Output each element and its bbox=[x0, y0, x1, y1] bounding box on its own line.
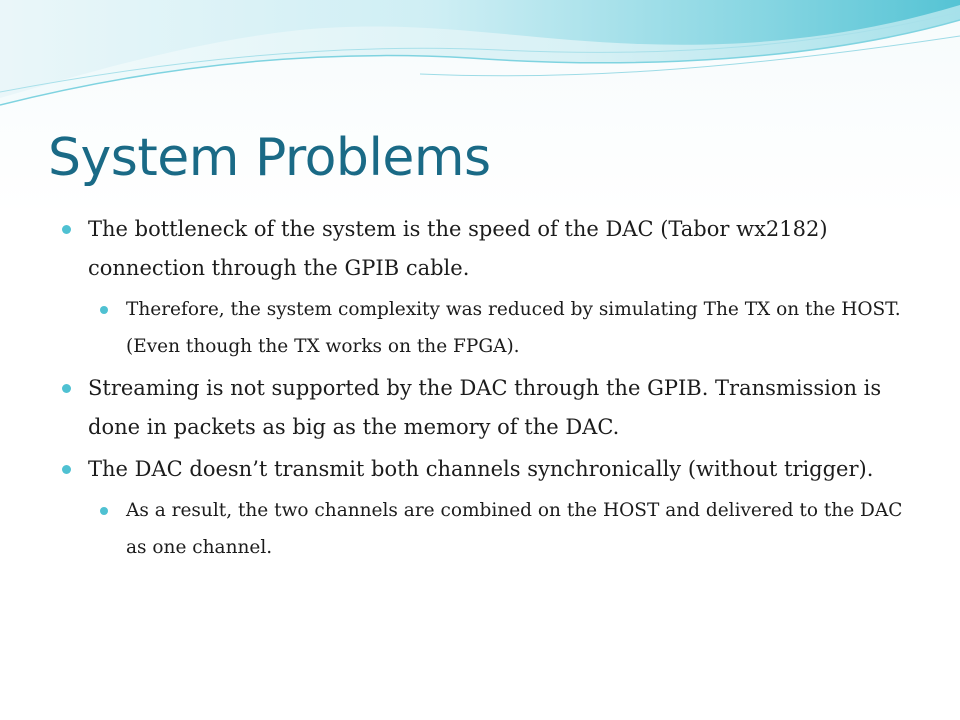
bullet-text: The bottleneck of the system is the speed of the DAC (Tabor wx2182) connection through the GPIB cable. bbox=[88, 217, 828, 280]
bullet-item-2 bbox=[62, 369, 922, 447]
bullet-marker bbox=[62, 465, 71, 474]
bullet-list bbox=[62, 210, 922, 570]
sub-bullet-item-2 bbox=[100, 492, 922, 566]
slide-title: System Problems bbox=[48, 128, 491, 188]
bullet-item-1 bbox=[62, 210, 922, 288]
header-wave-decoration bbox=[0, 0, 960, 130]
bullet-item-3 bbox=[62, 450, 922, 489]
bullet-text: Streaming is not supported by the DAC through the GPIB. Transmission is done in packets as big as the memory of the DAC. bbox=[88, 376, 882, 439]
sub-bullet-text: Therefore, the system complexity was reduced by simulating The TX on the HOST. (Even though the TX works on the FPGA). bbox=[126, 299, 901, 357]
bullet-marker bbox=[62, 225, 71, 234]
sub-bullet-marker bbox=[100, 507, 108, 515]
bullet-text: The DAC doesn’t transmit both channels synchronically (without trigger). bbox=[88, 457, 874, 481]
sub-bullet-item-1 bbox=[100, 291, 922, 365]
bullet-marker bbox=[62, 384, 71, 393]
sub-bullet-marker bbox=[100, 306, 108, 314]
sub-bullet-text: As a result, the two channels are combined on the HOST and delivered to the DAC as one channel. bbox=[126, 500, 903, 558]
